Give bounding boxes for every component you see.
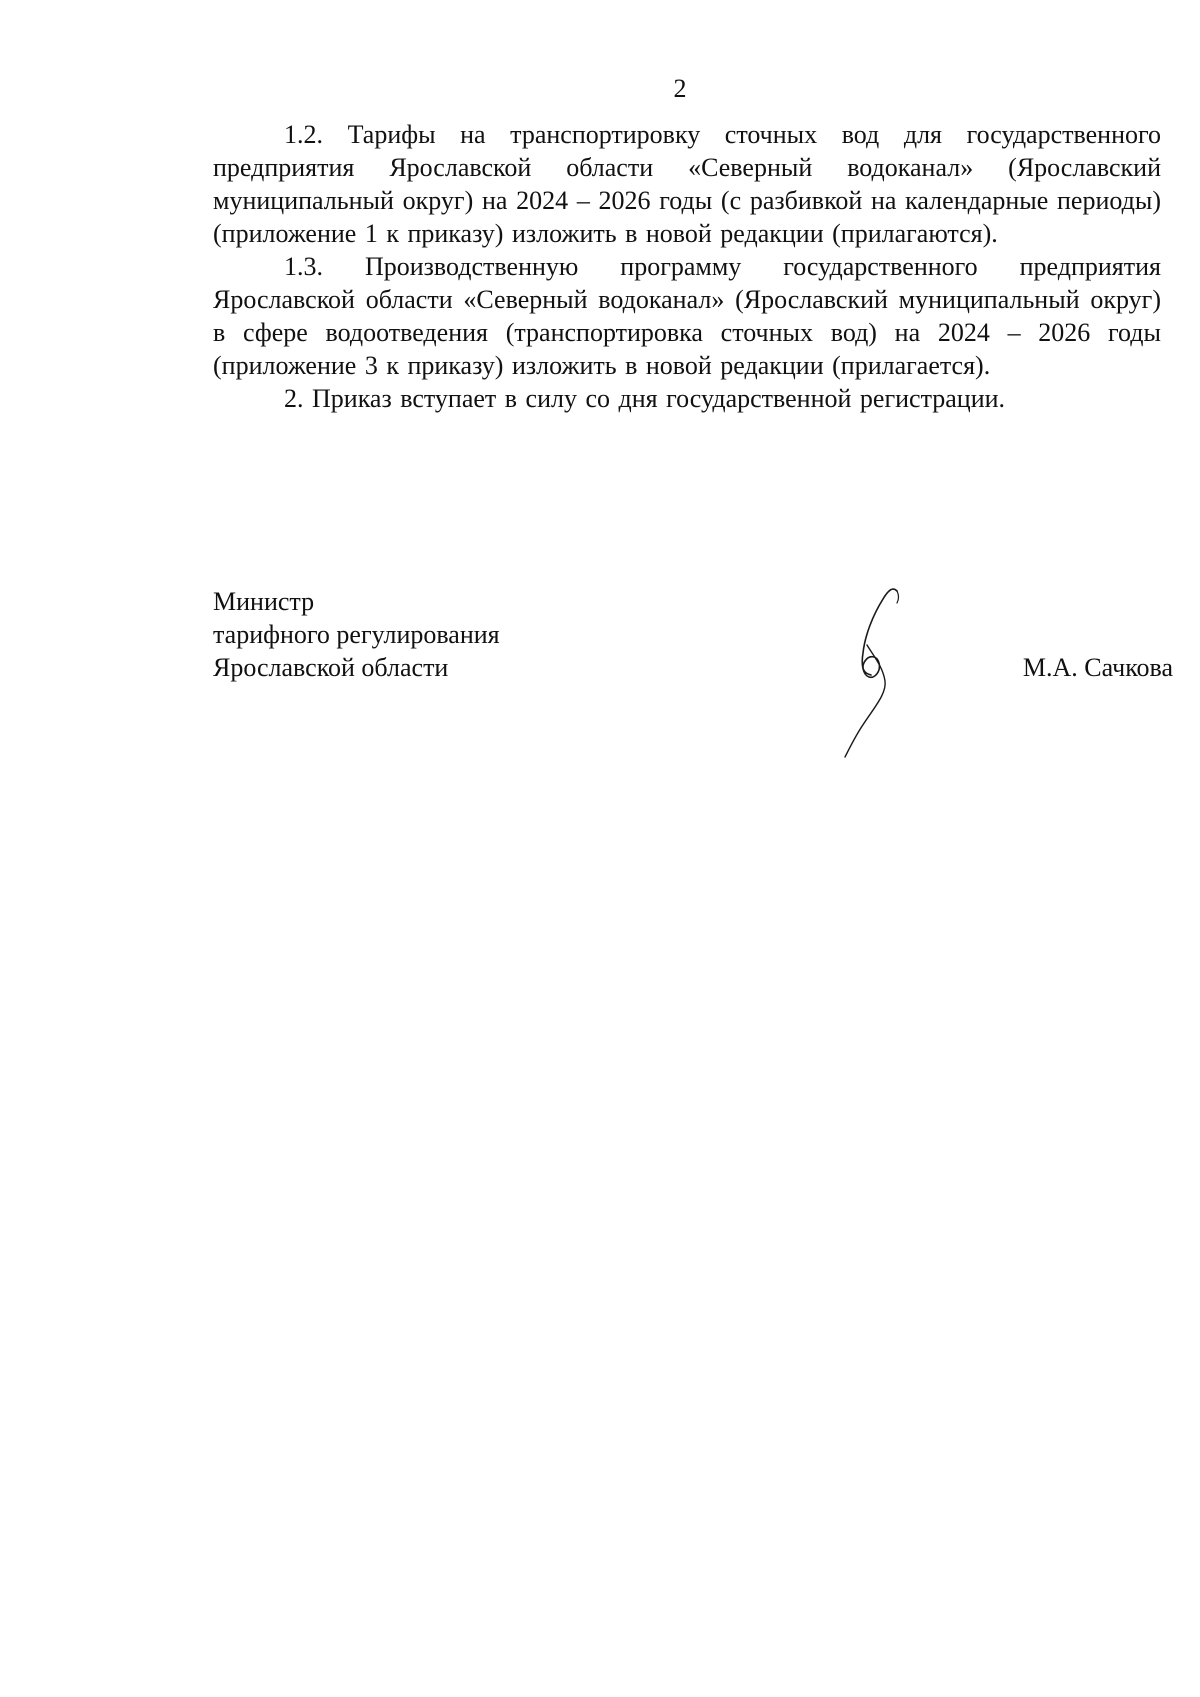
paragraph-2: 2. Приказ вступает в силу со дня государственной регистрации.: [284, 384, 1006, 413]
signer-position-line: Министр: [213, 587, 315, 616]
paragraph-1-3: 1.3. Производственную программу государственного предприятия Ярославской области «Северный водоканал» (Ярославский муниципальный округ) в сфере водоотведения (транспортировка сточных вод) на 2024 – 2026 годы (приложение 3 к приказу) изложить в новой редакции (прилагается).: [213, 252, 1161, 380]
signature-block: [213, 585, 1173, 765]
signer-name: М.А. Сачкова: [1022, 653, 1173, 682]
signer-position: [213, 585, 500, 684]
signer-position-line: тарифного регулирования: [213, 620, 500, 649]
paragraph-1-2: 1.2. Тарифы на транспортировку сточных вод для государственного предприятия Ярославской области «Северный водоканал» (Ярославский муниципальный округ) на 2024 – 2026 годы (с разбивкой на календарные периоды) (приложение 1 к приказу) изложить в новой редакции (прилагаются).: [213, 120, 1161, 248]
signer-position-line: Ярославской области: [213, 653, 449, 682]
handwritten-signature-icon: [823, 585, 933, 760]
document-body: [213, 118, 1161, 415]
page-number: 2: [673, 74, 687, 103]
